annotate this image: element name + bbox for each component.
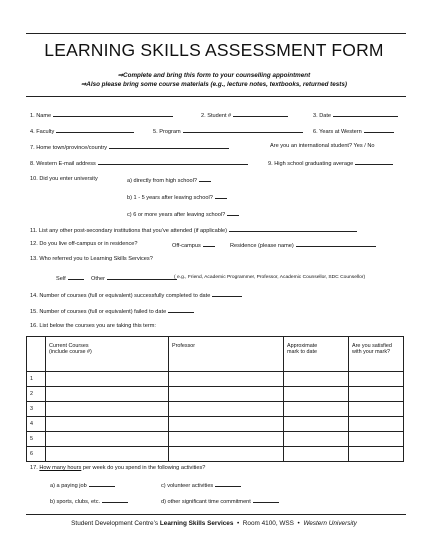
table-row [27, 402, 404, 417]
professor-cell[interactable] [169, 417, 284, 432]
row-number: 6 [27, 447, 46, 462]
q10c-field[interactable] [127, 210, 239, 218]
mark-cell[interactable] [284, 402, 349, 417]
faculty-label: 4. Faculty [30, 129, 55, 135]
professor-cell[interactable] [169, 402, 284, 417]
self-label: Self [56, 276, 66, 282]
col4-line1: Are you satisfied [352, 343, 392, 349]
satisfied-cell[interactable] [349, 447, 404, 462]
course-cell[interactable] [46, 432, 169, 447]
mark-cell[interactable] [284, 447, 349, 462]
other-commitment-label: d) other significant time commitment [161, 499, 251, 505]
professor-cell[interactable] [169, 387, 284, 402]
q10c-label: c) 6 or more years after leaving school? [127, 212, 226, 218]
q12-label: 12. Do you live off-campus or in residence? [30, 241, 138, 247]
footer-room: Room 4100, WSS [242, 520, 294, 527]
paying-job-label: a) a paying job [50, 483, 87, 489]
course-cell[interactable] [46, 387, 169, 402]
header-rule [26, 96, 406, 97]
footer-bullet: • [297, 520, 300, 527]
q17-emphasis: How many hours [39, 465, 82, 471]
q15-label: 15. Number of courses (full or equivalent) failed to date [30, 309, 167, 315]
professor-header [169, 337, 284, 372]
footer-org: Student Development Centre’s [71, 520, 159, 527]
email-field[interactable] [30, 159, 248, 167]
referral-other-field[interactable] [91, 274, 177, 282]
q15-field[interactable] [30, 307, 194, 315]
international-student-question[interactable]: Are you an international student? Yes / No [270, 143, 375, 149]
table-row [27, 432, 404, 447]
hs-average-field[interactable] [268, 159, 393, 167]
col3-line1: Approximate [287, 343, 318, 349]
current-courses-header [46, 337, 169, 372]
off-campus-label: Off-campus [172, 243, 201, 249]
footer [0, 520, 428, 527]
course-cell[interactable] [46, 372, 169, 387]
footer-university: Western University [303, 520, 357, 527]
professor-cell[interactable] [169, 372, 284, 387]
sports-field[interactable] [50, 497, 128, 505]
q11-label: 11. List any other post-secondary institutions that you’ve attended (if applicable) [30, 228, 228, 234]
program-field[interactable] [153, 127, 303, 135]
volunteer-field[interactable] [161, 481, 241, 489]
col4-line2: with your mark? [352, 349, 391, 355]
table-row [27, 447, 404, 462]
name-label: 1. Name [30, 113, 52, 119]
sports-label: b) sports, clubs, etc. [50, 499, 101, 505]
course-cell[interactable] [46, 417, 169, 432]
satisfied-cell[interactable] [349, 372, 404, 387]
program-label: 5. Program [153, 129, 181, 135]
referral-examples: ( e.g., Friend, Academic Programmer, Professor, Academic Counsellor, SDC Counsellor) [174, 275, 366, 280]
table-row [27, 417, 404, 432]
hometown-field[interactable] [30, 143, 229, 151]
years-label: 6. Years at Western [313, 129, 362, 135]
faculty-field[interactable] [30, 127, 134, 135]
footer-bullet: • [236, 520, 240, 527]
professor-cell[interactable] [169, 447, 284, 462]
mark-cell[interactable] [284, 432, 349, 447]
row-number: 1 [27, 372, 46, 387]
other-label: Other [91, 276, 105, 282]
instruction-line-2: ⇒Also please bring some course materials (e.g., lecture notes, textbooks, returned tests) [81, 81, 347, 88]
student-number-label: 2. Student # [201, 113, 232, 119]
hs-average-label: 9. High school graduating average [268, 161, 354, 167]
col3-line2: mark to date [287, 349, 317, 355]
q16-label: 16. List below the courses you are taking this term: [30, 323, 156, 329]
referral-self-field[interactable] [56, 274, 84, 282]
paying-job-field[interactable] [50, 481, 115, 489]
residence-field[interactable] [230, 241, 376, 249]
table-header-row [27, 337, 404, 372]
satisfied-header [349, 337, 404, 372]
q10a-label: a) directly from high school? [127, 178, 197, 184]
email-label: 8. Western E-mail address [30, 161, 96, 167]
table-row [27, 372, 404, 387]
index-header [27, 337, 46, 372]
form-title: LEARNING SKILLS ASSESSMENT FORM [44, 40, 384, 60]
courses-table [26, 336, 404, 462]
row-number: 5 [27, 432, 46, 447]
col1-line2: (include course #) [49, 349, 92, 355]
q13-label: 13. Who referred you to Learning Skills Services? [30, 256, 153, 262]
instruction-line-1: ⇒Complete and bring this form to your counselling appointment [117, 72, 311, 79]
row-number: 2 [27, 387, 46, 402]
years-at-western-field[interactable] [313, 127, 394, 135]
hometown-label: 7. Home town/province/country [30, 145, 108, 151]
footer-service: Learning Skills Services [159, 520, 234, 527]
q10a-field[interactable] [127, 176, 211, 184]
q10b-field[interactable] [127, 193, 227, 201]
table-row [27, 387, 404, 402]
top-rule [26, 33, 406, 34]
course-cell[interactable] [46, 402, 169, 417]
q17-label [30, 465, 205, 471]
q17-number: 17. [30, 465, 38, 471]
col1-line1: Current Courses [49, 343, 89, 349]
row-number: 4 [27, 417, 46, 432]
q14-label: 14. Number of courses (full or equivalent) successfully completed to date [30, 293, 211, 299]
mark-cell[interactable] [284, 372, 349, 387]
col2-line1: Professor [172, 343, 196, 349]
volunteer-label: c) volunteer activities [161, 483, 214, 489]
mark-cell[interactable] [284, 387, 349, 402]
q17-rest: per week do you spend in the following activities? [82, 465, 206, 471]
q11-field[interactable] [30, 226, 357, 234]
date-field[interactable] [313, 111, 398, 119]
other-commitment-field[interactable] [161, 497, 279, 505]
student-number-field[interactable] [201, 111, 288, 119]
mark-header [284, 337, 349, 372]
satisfied-cell[interactable] [349, 432, 404, 447]
name-field[interactable] [30, 111, 173, 119]
satisfied-cell[interactable] [349, 387, 404, 402]
course-cell[interactable] [46, 447, 169, 462]
q10-label: 10. Did you enter university [30, 176, 98, 182]
residence-label: Residence (please name) [230, 243, 294, 249]
q10b-label: b) 1 - 5 years after leaving school? [127, 195, 213, 201]
row-number: 3 [27, 402, 46, 417]
satisfied-cell[interactable] [349, 402, 404, 417]
footer-rule [26, 514, 406, 515]
mark-cell[interactable] [284, 417, 349, 432]
date-label: 3. Date [313, 113, 332, 119]
professor-cell[interactable] [169, 432, 284, 447]
q14-field[interactable] [30, 291, 242, 299]
satisfied-cell[interactable] [349, 417, 404, 432]
off-campus-field[interactable] [172, 241, 215, 249]
